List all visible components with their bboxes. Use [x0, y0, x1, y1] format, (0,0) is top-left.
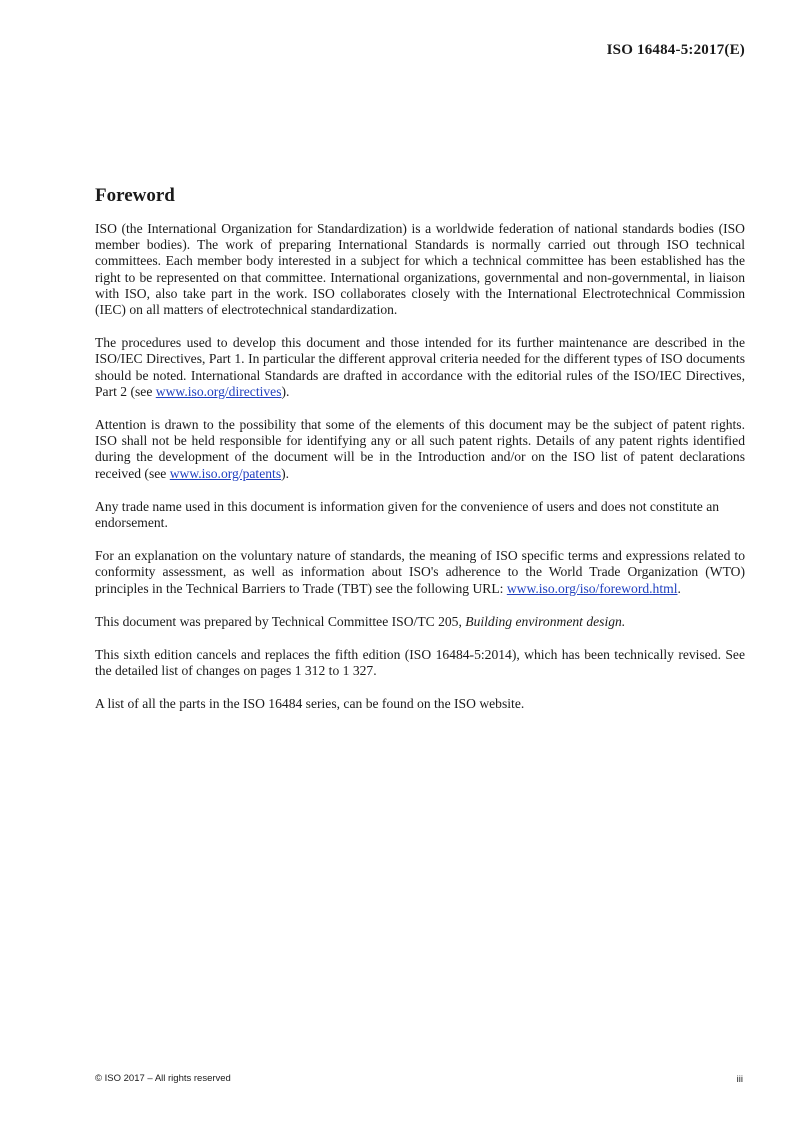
paragraph-patents-text: Attention is drawn to the possibility that some of the elements of this document may be the subject of patent rights. ISO shall not be held responsible for identifying any or all such patent rights. Details of any patent rights identified during the development of the document will be in the Introduction and/or on the ISO list of patent declarations received (see: [95, 417, 745, 481]
paragraph-trade-name: Any trade name used in this document is information given for the convenience of users and does not constitute an endorsement.: [95, 498, 720, 531]
paragraph-procedures-text: The procedures used to develop this document and those intended for its further maintenance are described in the ISO/IEC Directives, Part 1. In particular the different approval criteria needed for the different types of ISO documents should be noted. International Standards are drafted in accordance with the editorial rules of the ISO/IEC Directives, Part 2 (see: [95, 335, 745, 399]
foreword-link[interactable]: www.iso.org/iso/foreword.html: [506, 580, 678, 596]
paragraph-committee-text: This document was prepared by Technical Committee ISO/TC 205,: [95, 613, 466, 629]
paragraph-patents: [95, 417, 745, 482]
directives-link[interactable]: www.iso.org/directives: [155, 383, 282, 399]
paragraph-committee: [95, 614, 745, 630]
committee-title: Building environment design.: [465, 613, 626, 629]
paragraph-series-parts: A list of all the parts in the ISO 16484 series, can be found on the ISO website.: [95, 696, 525, 712]
paragraph-voluntary-nature-end: .: [677, 580, 681, 596]
document-id: ISO 16484-5:2017(E): [606, 42, 745, 58]
paragraph-voluntary-nature-text: For an explanation on the voluntary nature of standards, the meaning of ISO specific terms and expressions related to conformity assessment, as well as information about ISO's adherence to the World Trade Organization (WTO) principles in the Technical Barriers to Trade (TBT) see the following URL:: [95, 548, 745, 596]
page-number: iii: [736, 1074, 743, 1085]
paragraph-procedures-end: ).: [281, 383, 290, 399]
paragraph-voluntary-nature: [95, 548, 745, 597]
section-heading: Foreword: [95, 185, 175, 206]
copyright-notice: © ISO 2017 – All rights reserved: [95, 1073, 231, 1084]
paragraph-procedures: [95, 335, 745, 400]
paragraph-patents-end: ).: [281, 465, 290, 481]
paragraph-edition: This sixth edition cancels and replaces the fifth edition (ISO 16484-5:2014), which has been technically revised. See the detailed list of changes on pages 1 312 to 1 327.: [95, 647, 745, 679]
patents-link[interactable]: www.iso.org/patents: [169, 465, 282, 481]
foreword-body: [95, 221, 745, 730]
paragraph-iso-intro: ISO (the International Organization for Standardization) is a worldwide federation of national standards bodies (ISO member bodies). The work of preparing International Standards is normally carried out through ISO technical committees. Each member body interested in a subject for which a technical committee has been established has the right to be represented on that committee. International organizations, governmental and non-governmental, in liaison with ISO, also take part in the work. ISO collaborates closely with the International Electrotechnical Commission (IEC) on all matters of electrotechnical standardization.: [95, 221, 745, 318]
